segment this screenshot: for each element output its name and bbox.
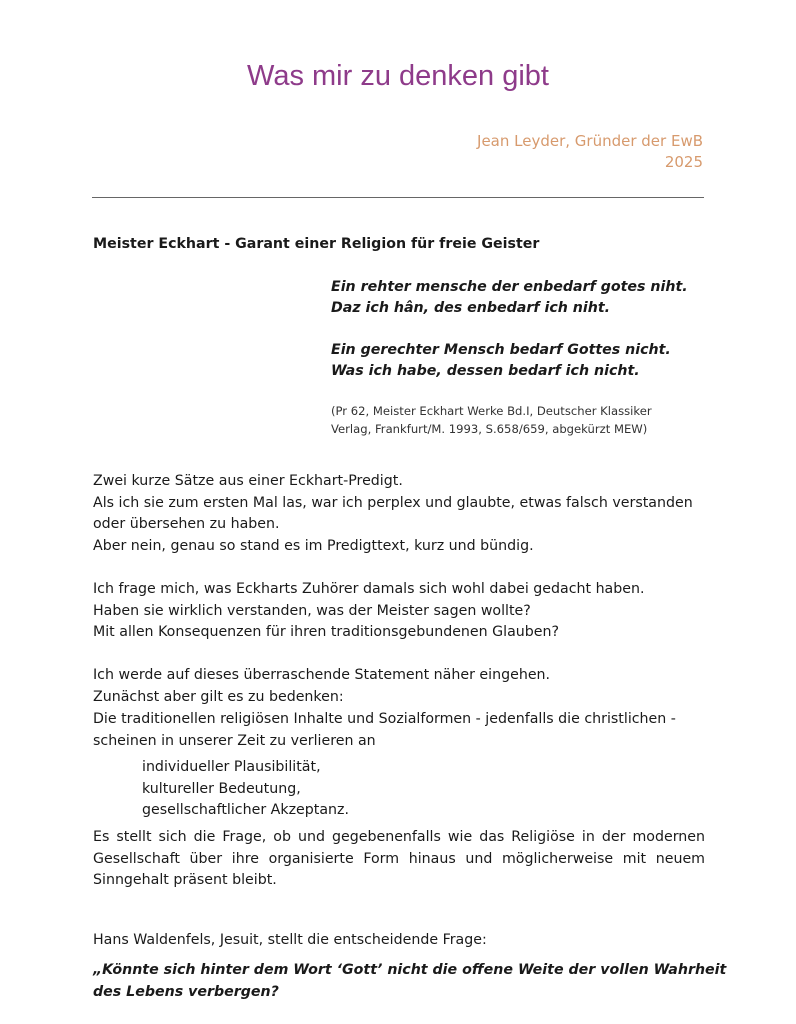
quote-line: Daz ich hân, des enbedarf ich niht. [331,300,611,316]
text-line: Aber nein, genau so stand es im Predigttext, kurz und bündig. [93,537,534,554]
text-line: Gesellschaft über ihre organisierte Form hinaus und möglicherweise mit neuem [93,850,705,867]
paragraph-5 [93,827,705,892]
text-line: Es stellt sich die Frage, ob und gegebenenfalls wie das Religiöse in der modernen [93,829,705,845]
reference-line: (Pr 62, Meister Eckhart Werke Bd.I, Deutscher Klassiker [331,404,652,418]
quote-reference [331,402,652,438]
text-line: Haben sie wirklich verstanden, was der Meister sagen wollte? [93,602,531,619]
paragraph-3 [93,665,705,708]
quote-line: Ein gerechter Mensch bedarf Gottes nicht. [331,342,671,358]
paragraph-6 [93,930,705,952]
text-line: Ich werde auf dieses überraschende Statement näher eingehen. [93,667,551,683]
reference-line: Verlag, Frankfurt/M. 1993, S.658/659, abgekürzt MEW) [331,422,648,436]
list-item: gesellschaftlicher Akzeptanz. [142,802,349,819]
author-block [477,131,703,173]
text-line: des Lebens verbergen? [93,983,279,1000]
text-line: Als ich sie zum ersten Mal las, war ich perplex und glaubte, etwas falsch verstanden [93,494,693,511]
text-line: Mit allen Konsequenzen für ihren traditionsgebundenen Glauben? [93,624,560,641]
author-year: 2025 [664,153,703,171]
eckhart-quote [331,277,688,403]
indented-list [142,757,349,822]
text-line: Die traditionellen religiösen Inhalte und Sozialformen - jedenfalls die christlichen - [93,711,676,727]
list-item: individueller Plausibilität, [142,759,321,775]
list-item: kultureller Bedeutung, [142,780,301,797]
page-title: Was mir zu denken gibt [247,60,549,92]
text-line: Sinngehalt präsent bleibt. [93,872,277,889]
paragraph-1 [93,471,705,557]
text-line: scheinen in unserer Zeit zu verlieren an [93,732,376,749]
waldenfels-quote [93,960,727,1003]
divider [92,197,704,198]
section-heading: Meister Eckhart - Garant einer Religion für freie Geister [93,236,540,252]
paragraph-2 [93,579,705,644]
text-line: „Könnte sich hinter dem Wort ‘Gott’ nicht die offene Weite der vollen Wahrheit [93,962,727,978]
text-line: Zunächst aber gilt es zu bedenken: [93,688,344,705]
quote-line: Ein rehter mensche der enbedarf gotes niht. [331,279,688,295]
text-line: Ich frage mich, was Eckharts Zuhörer damals sich wohl dabei gedacht haben. [93,581,645,597]
author-name: Jean Leyder, Gründer der EwB [477,132,703,150]
text-line: Zwei kurze Sätze aus einer Eckhart-Predigt. [93,473,403,489]
quote-line: Was ich habe, dessen bedarf ich nicht. [331,363,640,379]
paragraph-4 [93,709,705,752]
text-line: Hans Waldenfels, Jesuit, stellt die entscheidende Frage: [93,932,487,948]
text-line: oder übersehen zu haben. [93,516,280,533]
